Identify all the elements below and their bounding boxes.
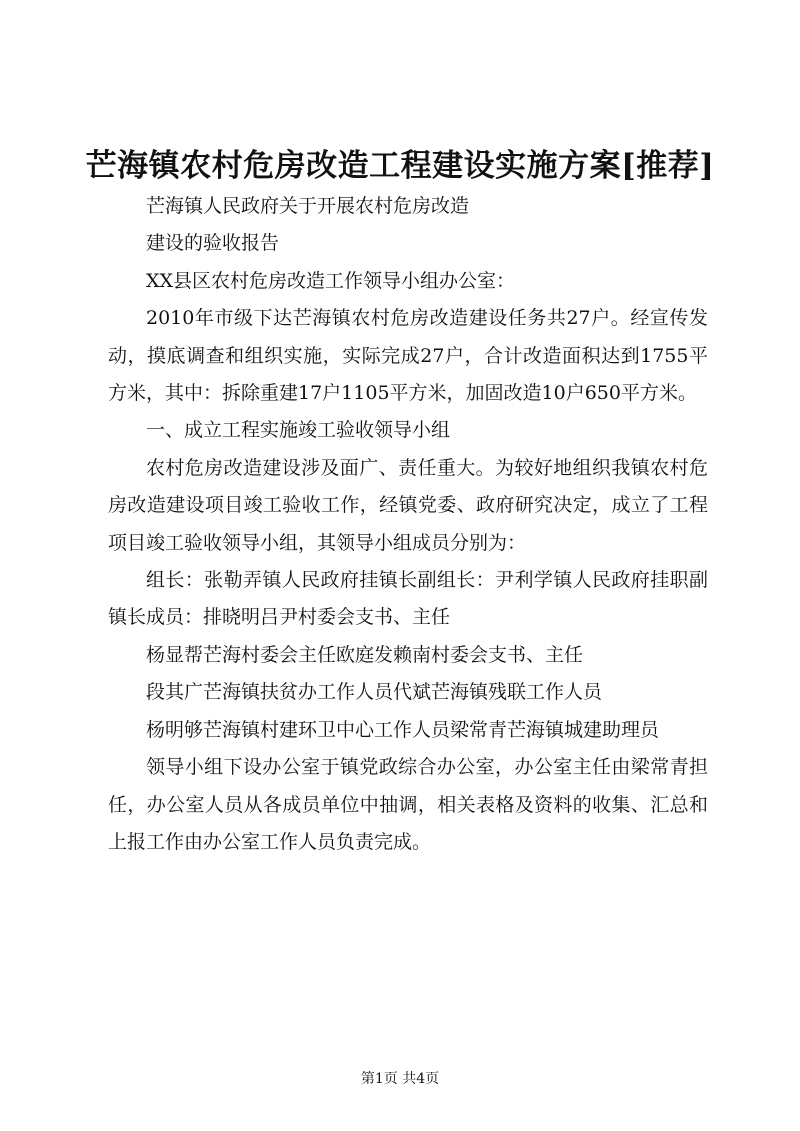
document-title: 芒海镇农村危房改造工程建设实施方案[推荐]: [85, 148, 715, 184]
document-body: [108, 188, 708, 861]
page-indicator: 第1页 共4页: [360, 1071, 440, 1087]
paragraph-members-2: 段其广芒海镇扶贫办工作人员代斌芒海镇残联工作人员: [146, 681, 603, 704]
paragraph-group-leaders: 组长：张勒弄镇人民政府挂镇长副组长：尹利学镇人民政府挂职副镇长成员：排晓明吕尹村委会支书、主任: [108, 569, 708, 629]
section-heading-1: 一、成立工程实施竣工验收领导小组: [146, 419, 451, 442]
paragraph-group-intro: 农村危房改造建设涉及面广、责任重大。为较好地组织我镇农村危房改造建设项目竣工验收工作，经镇党委、政府研究决定，成立了工程项目竣工验收领导小组，其领导小组成员分别为：: [108, 456, 708, 554]
paragraph-summary: 2010年市级下达芒海镇农村危房改造建设任务共27户。经宣传发动，摸底调查和组织实施，实际完成27户，合计改造面积达到1755平方米，其中：拆除重建17户1105平方米，加固改造10户650平方米。: [108, 307, 708, 405]
paragraph-heading-line-1: 芒海镇人民政府关于开展农村危房改造: [146, 195, 470, 217]
paragraph-office: 领导小组下设办公室于镇党政综合办公室，办公室主任由梁常青担任，办公室人员从各成员单位中抽调，相关表格及资料的收集、汇总和上报工作由办公室工作人员负责完成。: [108, 756, 708, 853]
paragraph-addressee: XX县区农村危房改造工作领导小组办公室：: [146, 269, 516, 292]
paragraph-heading-line-2: 建设的验收报告: [146, 232, 280, 255]
paragraph-members-3: 杨明够芒海镇村建环卫中心工作人员梁常青芒海镇城建助理员: [146, 718, 660, 741]
paragraph-members-1: 杨显帮芒海村委会主任欧庭发赖南村委会支书、主任: [146, 643, 584, 666]
